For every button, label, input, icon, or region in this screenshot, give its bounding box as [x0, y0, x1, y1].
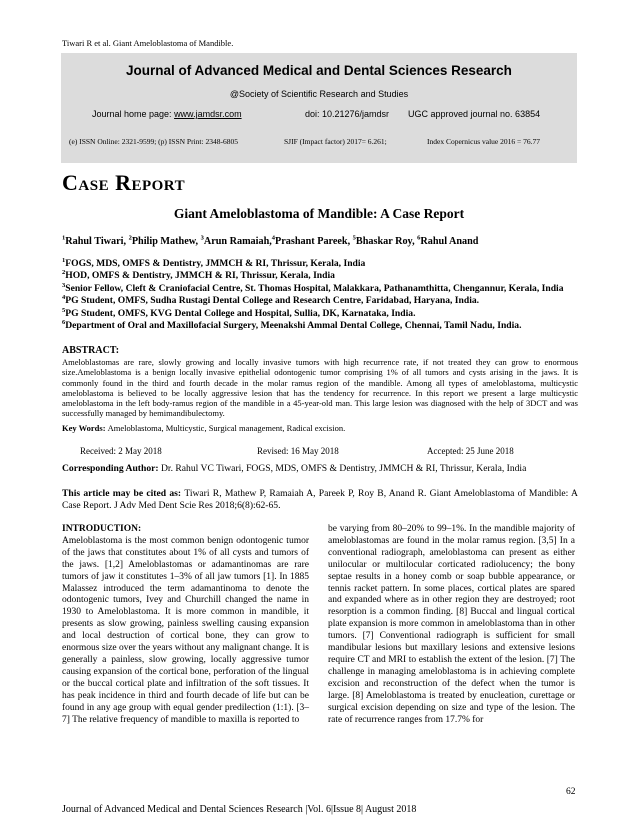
- affiliation: [62, 258, 582, 270]
- journal-title: Journal of Advanced Medical and Dental Sciences Research: [126, 63, 512, 78]
- author-name: Prashant Pareek,: [275, 236, 353, 247]
- page-footer: Journal of Advanced Medical and Dental Sciences Research |Vol. 6|Issue 8| August 2018: [62, 804, 417, 815]
- introduction-text-right: be varying from 80–20% to 99–1%. In the mandible majority of ameloblastomas are found in the molar ramus region. [3,5] In a conventional radiograph, ameloblastoma can present as either unilocular or multilocular corticated radiolucency; the bony septae results in a honey comb or soap bubble appearance, or tennis racket pattern. In some places, cortical plates are spared and expanded where as in other region they are destroyed; root resorption is a common finding. [8] Buccal and lingual cortical plate expansion is more common in ameloblastoma than in other tumors. [7] Conventional radiograph is sufficient for small mandibular lesions but maxillary lesions and extensive lesions require CT and MRI to establish the extent of the lesion. [7] The challenge in managing ameloblastoma is in achieving complete excision and reconstruction of the defect when the tumor is large. [8] Ameloblastoma is treated by enucleation, curettage or surgical excision depending on size and type of the lesion. The rate of recurrence ranges from 17.7% for: [328, 524, 575, 725]
- page-number: 62: [566, 787, 576, 797]
- author-name: Philip Mathew,: [131, 236, 201, 247]
- author-name: Arun Ramaiah,: [203, 236, 272, 247]
- author-sup: 5: [352, 234, 356, 242]
- journal-homepage: [92, 109, 242, 119]
- journal-issn: (e) ISSN Online: 2321-9599; (p) ISSN Print: 2348-6805: [69, 137, 238, 146]
- affiliation: [62, 283, 582, 295]
- body-column-right: [328, 524, 575, 726]
- journal-sjif: SJIF (Impact factor) 2017= 6.261;: [284, 137, 387, 146]
- affiliation-sup: 5: [62, 306, 66, 314]
- date-received: Received: 2 May 2018: [80, 446, 162, 456]
- author-sup: 6: [417, 234, 421, 242]
- citation: [62, 488, 578, 512]
- abstract-heading: ABSTRACT:: [62, 345, 120, 356]
- journal-banner: [61, 53, 577, 163]
- author-list: [62, 236, 478, 247]
- affiliation: [62, 308, 582, 320]
- author-sup: 1: [62, 234, 66, 242]
- journal-society: @Society of Scientific Research and Studies: [229, 89, 409, 99]
- affiliation-text: HOD, OMFS & Dentistry, JMMCH & RI, Thrissur, Kerala, India: [65, 270, 335, 282]
- author-name: Bhaskar Roy,: [355, 236, 418, 247]
- affiliation-text: Department of Oral and Maxillofacial Surgery, Meenakshi Ammal Dental College, Chennai, Tamil Nadu, India.: [65, 320, 522, 332]
- keywords-text: Ameloblastoma, Multicystic, Surgical management, Radical excision.: [107, 423, 346, 433]
- keywords: [62, 423, 578, 433]
- citation-label: This article may be cited as:: [62, 488, 185, 499]
- date-revised: Revised: 16 May 2018: [257, 446, 339, 456]
- section-label: Case Report: [62, 170, 186, 195]
- journal-ugc: UGC approved journal no. 63854: [408, 109, 541, 119]
- affiliation-text: PG Student, OMFS, KVG Dental College and Hospital, Sullia, DK, Karnataka, India.: [65, 307, 416, 319]
- author-sup: 2: [128, 234, 132, 242]
- affiliation-list: [62, 258, 582, 332]
- citation-text: Tiwari R, Mathew P, Ramaiah A, Pareek P, Roy B, Anand R. Giant Ameloblastoma of Mandible: A Case Report. J Adv Med Dent Scie Res 2018;6(8):62-65.: [62, 488, 578, 512]
- corresponding-author: [62, 463, 578, 475]
- corresponding-label: Corresponding Author:: [62, 463, 161, 474]
- affiliation-sup: 1: [62, 256, 66, 264]
- homepage-link[interactable]: www.jamdsr.com: [174, 109, 242, 119]
- date-accepted: Accepted: 25 June 2018: [427, 446, 514, 456]
- author-name: Rahul Tiwari,: [65, 236, 129, 247]
- author-name: Rahul Anand: [420, 236, 479, 247]
- journal-doi: doi: 10.21276/jamdsr: [305, 109, 390, 119]
- keywords-label: Key Words:: [62, 423, 108, 433]
- corresponding-text: Dr. Rahul VC Tiwari, FOGS, MDS, OMFS & Dentistry, JMMCH & RI, Thrissur, Kerala, India: [160, 463, 527, 474]
- affiliation-text: PG Student, OMFS, Sudha Rustagi Dental College and Research Centre, Faridabad, Haryana, India.: [65, 295, 480, 307]
- affiliation-text: Senior Fellow, Cleft & Craniofacial Centre, St. Thomas Hospital, Malakkara, Pathanamthitta, Chengannur, Kerala, India: [65, 282, 564, 294]
- article-title: Giant Ameloblastoma of Mandible: A Case Report: [173, 206, 465, 221]
- affiliation: [62, 295, 582, 307]
- author-sup: 3: [200, 234, 204, 242]
- abstract-text: Ameloblastomas are rare, slowly growing and locally invasive tumors with high recurrence rate, if not treated they can grow to enormous size.Ameloblastoma is a benign locally invasive epithelial odontogenic tumor comprising 1% of all tumors and cysts arising in the jaws. It is commonly found in the third and fourth decade in the molar ramus region of the mandible. Among all types of ameloblastoma, multicystic ameloblastoma is believed to be locally aggressive lesion that has the tendency for recurrence. In this report we present a large multicystic ameloblastoma in the left body-ramus region of the mandible in a 45-year-old man. This large lesion was diagnosed with the help of 3DCT and was successfully managed by hemimandibulectomy.: [62, 357, 578, 419]
- introduction-heading: INTRODUCTION:: [62, 524, 142, 534]
- introduction-text-left: Ameloblastoma is the most common benign odontogenic tumor of the jaws that constitutes about 1% of all cysts and tumors of the jaws. [1,2] Ameloblastomas or adamantinomas are rare tumors of jaw it constitutes 1–3% of all jaw tumors [1]. In 1885 Malassez introduced the term adamantinoma to denote the odontogenic tumors, Ivey and Churchill changed the name in 1930 to Ameloblastoma. It is more common in mandible, it presents as slow growing, painless swelling causing expansion and local destruction of cortical bone, they can grow to enormous size over the years without any malignant change. It is generally a painless, slow growing, locally aggressive tumor causing expansion of the cortical bone, perforation of the lingual or the buccal cortical plate and infiltration of the soft tissues. It has peak incidence in third and fourth decade of life but can be found in any age group with equal gender predilection (1:1). [3–7] The relative frequency of mandible to maxilla is reported to: [62, 535, 309, 725]
- running-head: Tiwari R et al. Giant Ameloblastoma of Mandible.: [62, 38, 234, 48]
- author-sup: 4: [271, 234, 276, 242]
- affiliation-sup: 4: [62, 294, 66, 302]
- affiliation: [62, 270, 582, 282]
- body-column-left: [62, 524, 309, 726]
- affiliation: [62, 320, 582, 332]
- journal-copernicus: Index Copernicus value 2016 = 76.77: [427, 137, 540, 146]
- homepage-label: Journal home page:: [92, 109, 175, 119]
- affiliation-sup: 3: [62, 281, 66, 289]
- affiliation-text: FOGS, MDS, OMFS & Dentistry, JMMCH & RI, Thrissur, Kerala, India: [65, 258, 366, 269]
- affiliation-sup: 6: [62, 318, 66, 326]
- affiliation-sup: 2: [62, 269, 66, 277]
